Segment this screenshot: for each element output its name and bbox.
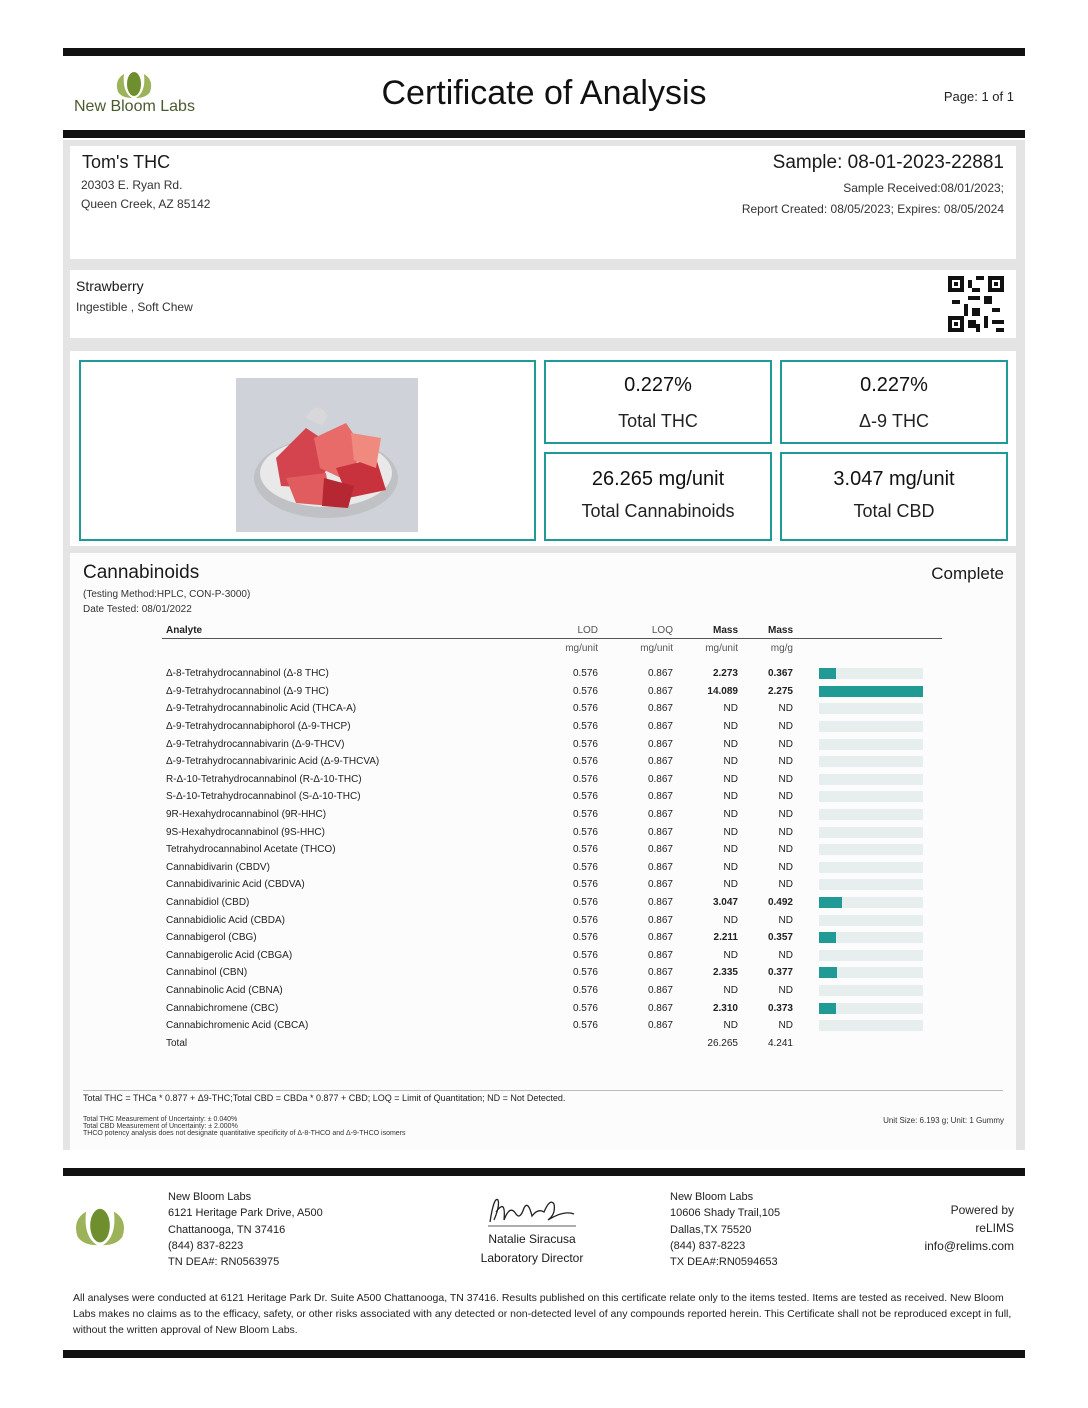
lod-value: 0.576 [572,826,598,838]
table-row [162,788,942,806]
disclaimer: All analyses were conducted at 6121 Heritage Park Dr. Suite A500 Chattanooga, TN 37416. Results published on this certificate relate only to the items tested. Items are tested as received. New Bloom Labs makes no claims as to the efficacy, safety, or other risks associated with any detected or non-detected level of any compounds reported herein. This Certificate shall not be reproduced except in full, without the written approval of New Bloom Labs. [73,1292,1012,1336]
analyte-name: Δ-9-Tetrahydrocannabivarin (Δ-9-THCV) [166,738,345,750]
qr-code-icon [948,276,1004,332]
result-bar [819,668,923,679]
loq-value: 0.867 [647,756,673,768]
mass-g-value: ND [778,791,793,803]
mass-g-value: ND [778,1020,793,1032]
result-bar [819,862,923,873]
result-bar [819,721,923,732]
calculation-note: Total THC = THCa * 0.877 + Δ9-THC;Total CBD = CBDa * 0.877 + CBD; LOQ = Limit of Quantitation; ND = Not Detected. [83,1093,566,1103]
result-bar-fill [819,1003,836,1014]
lod-value: 0.576 [572,756,598,768]
powered-by-email[interactable]: info@relims.com [924,1239,1014,1253]
mass-value: ND [723,703,738,715]
result-bar-cell [797,665,942,683]
mass-value: ND [723,984,738,996]
lab-tn-name: New Bloom Labs [168,1191,252,1203]
result-bar [819,791,923,802]
client-address-2: Queen Creek, AZ 85142 [81,197,211,211]
unit-size: Unit Size: 6.193 g; Unit: 1 Gummy [883,1116,1004,1125]
analyte-name: 9S-Hexahydrocannabinol (9S-HHC) [166,826,325,838]
mass-value: 2.273 [712,668,738,680]
mass-value: ND [723,914,738,926]
analyte-name: R-Δ-10-Tetrahydrocannabinol (R-Δ-10-THC) [166,773,362,785]
result-bar-cell [797,999,942,1017]
lod-value: 0.576 [572,703,598,715]
analyte-name: Tetrahydrocannabinol Acetate (THCO) [166,844,336,856]
mass-g-value: 0.373 [767,1002,793,1014]
lod-value: 0.576 [572,949,598,961]
result-bar-cell [797,982,942,1000]
footer-logo-icon [72,1205,128,1249]
result-bar-cell [797,964,942,982]
result-bar-cell [797,700,942,718]
col-mass: Mass [677,622,742,639]
mass-g-value: ND [778,721,793,733]
d9-thc-label: Δ-9 THC [858,411,930,431]
table-row [162,947,942,965]
lod-value: 0.576 [572,721,598,733]
table-row [162,806,942,824]
mass-value: ND [723,756,738,768]
lab-tn-city: Chattanooga, TN 37416 [168,1223,286,1236]
lab-address-tx [670,1189,780,1270]
lod-value: 0.576 [572,1002,598,1014]
analyte-name: S-Δ-10-Tetrahydrocannabinol (S-Δ-10-THC) [166,791,361,803]
total-cannabinoids-label: Total Cannabinoids [581,501,735,521]
table-row [162,982,942,1000]
lod-value: 0.576 [572,773,598,785]
result-bar [819,1003,923,1014]
result-bar-cell [797,683,942,701]
result-bar-fill [819,967,837,978]
loq-value: 0.867 [647,967,673,979]
logo-text: New Bloom Labs [74,98,195,115]
result-bar [819,985,923,996]
mass-g-value: 0.367 [767,668,793,680]
mass-g-value: ND [778,826,793,838]
lod-value: 0.576 [572,1020,598,1032]
analyte-name: Cannabichromene (CBC) [166,1002,279,1014]
col-lod: LOD [542,622,602,639]
page-title: Certificate of Analysis [381,74,707,112]
col-bar [797,622,942,639]
result-bar [819,844,923,855]
total-mass-g: 4.241 [767,1037,793,1049]
result-bar [819,879,923,890]
powered-by-brand: reLIMS [975,1221,1014,1235]
loq-value: 0.867 [647,844,673,856]
date-tested: Date Tested: 08/01/2022 [83,604,192,615]
d9-thc-value: 0.227% [860,374,928,396]
lod-value: 0.576 [572,879,598,891]
mass-g-value: ND [778,756,793,768]
result-bar [819,827,923,838]
lab-address-tn [168,1189,323,1270]
total-row [162,1034,942,1052]
summary-card-total-cbd [780,452,1008,541]
mass-g-value: 2.275 [767,685,793,697]
loq-value: 0.867 [647,949,673,961]
summary-card-d9-thc [780,360,1008,444]
powered-by [924,1201,1014,1255]
loq-value: 0.867 [647,1002,673,1014]
lod-value: 0.576 [572,844,598,856]
analyte-name: Δ-8-Tetrahydrocannabinol (Δ-8 THC) [166,668,329,680]
result-bar-cell [797,806,942,824]
client-address-1: 20303 E. Ryan Rd. [81,178,183,192]
loq-value: 0.867 [647,721,673,733]
lod-value: 0.576 [572,809,598,821]
result-bar-cell [797,876,942,894]
result-bar [819,932,923,943]
mass-g-value: ND [778,984,793,996]
uncertainty-cbd: Total CBD Measurement of Uncertainty: ± 2.000% [83,1123,238,1130]
loq-value: 0.867 [647,826,673,838]
report-dates: Report Created: 08/05/2023; Expires: 08/05/2024 [741,202,1004,216]
table-row [162,683,942,701]
mass-value: 2.211 [713,932,738,944]
unit-loq: mg/unit [640,643,673,654]
loq-value: 0.867 [647,738,673,750]
table-row [162,735,942,753]
lab-tx-name: New Bloom Labs [670,1191,754,1203]
mass-g-value: ND [778,879,793,891]
client-panel [70,146,1016,259]
total-thc-value: 0.227% [624,374,692,396]
client-name: Tom's THC [82,152,171,172]
loq-value: 0.867 [647,685,673,697]
unit-lod: mg/unit [565,643,598,654]
loq-value: 0.867 [647,1020,673,1032]
analyte-name: Δ-9-Tetrahydrocannabiphorol (Δ-9-THCP) [166,721,351,733]
lab-tx-street: 10606 Shady Trail,105 [670,1207,781,1220]
result-bar-cell [797,823,942,841]
result-bar-cell [797,947,942,965]
table-row [162,964,942,982]
mass-value: ND [723,809,738,821]
loq-value: 0.867 [647,932,673,944]
analyte-name: Cannabidiolic Acid (CBDA) [166,914,285,926]
top-rule [63,48,1025,56]
results-table [162,622,942,1052]
footer-rule-bottom [63,1350,1025,1358]
result-bar-cell [797,1017,942,1035]
analyte-name: Cannabinolic Acid (CBNA) [166,984,283,996]
analysis-status: Complete [931,564,1004,583]
sample-id: Sample: 08-01-2023-22881 [772,152,1004,173]
mass-value: ND [723,791,738,803]
analyte-name: 9R-Hexahydrocannabinol (9R-HHC) [166,809,327,821]
mass-value: ND [723,1020,738,1032]
product-panel [70,270,1016,338]
uncertainty-thc: Total THC Measurement of Uncertainty: ± 0.040% [83,1116,238,1123]
analyte-name: Δ-9-Tetrahydrocannabivarinic Acid (Δ-9-THCVA) [166,756,380,768]
signer-title: Laboratory Director [480,1251,584,1265]
unit-mass: mg/unit [705,643,738,654]
result-bar [819,774,923,785]
lod-value: 0.576 [572,897,598,909]
signature [484,1190,580,1230]
table-row [162,753,942,771]
product-category: Ingestible , Soft Chew [76,300,193,314]
analyte-name: Cannabigerol (CBG) [166,932,257,944]
sample-received: Sample Received:08/01/2023; [843,181,1004,195]
table-row [162,771,942,789]
col-analyte: Analyte [162,622,542,639]
mass-value: ND [723,861,738,873]
loq-value: 0.867 [647,791,673,803]
total-label: Total [166,1037,188,1049]
mass-g-value: ND [778,949,793,961]
result-bar-cell [797,841,942,859]
section-title: Cannabinoids [83,562,200,583]
mass-value: 2.310 [712,1002,738,1014]
table-row [162,929,942,947]
table-row [162,911,942,929]
lod-value: 0.576 [572,738,598,750]
mass-g-value: 0.377 [767,967,793,979]
result-bar-cell [797,859,942,877]
table-row [162,876,942,894]
mass-g-value: ND [778,738,793,750]
result-bar-cell [797,771,942,789]
testing-method: (Testing Method:HPLC, CON-P-3000) [83,589,251,600]
mass-g-value: ND [778,703,793,715]
lod-value: 0.576 [572,861,598,873]
analyte-name: Cannabidiol (CBD) [166,897,250,909]
mass-g-value: ND [778,809,793,821]
lod-value: 0.576 [572,984,598,996]
table-row [162,859,942,877]
summary-card-total-cannabinoids [544,452,772,541]
result-bar [819,915,923,926]
mass-value: ND [723,721,738,733]
lab-tx-phone: (844) 837-8223 [670,1239,746,1252]
result-bar [819,967,923,978]
mass-value: ND [723,773,738,785]
table-row [162,894,942,912]
result-bar-fill [819,686,923,697]
result-bar-cell [797,929,942,947]
table-row [162,718,942,736]
mass-g-value: 0.492 [767,897,793,909]
loq-value: 0.867 [647,703,673,715]
result-bar [819,739,923,750]
analyte-name: Cannabidivarin (CBDV) [166,861,270,873]
lab-tx-dea: TX DEA#:RN0594653 [670,1256,778,1269]
mass-g-value: ND [778,914,793,926]
loq-value: 0.867 [647,984,673,996]
lod-value: 0.576 [572,932,598,944]
result-bar [819,703,923,714]
lod-value: 0.576 [572,668,598,680]
lab-tn-street: 6121 Heritage Park Drive, A500 [168,1207,323,1220]
result-bar [819,950,923,961]
result-bar [819,809,923,820]
mass-value: ND [723,844,738,856]
lab-tn-phone: (844) 837-8223 [168,1239,244,1252]
result-bar-cell [797,911,942,929]
product-photo-frame [79,360,536,541]
header-rule [63,130,1025,138]
loq-value: 0.867 [647,773,673,785]
analyte-name: Cannabidivarinic Acid (CBDVA) [166,879,305,891]
uncertainty-notes [83,1116,406,1137]
result-bar [819,897,923,908]
mass-g-value: 0.357 [767,932,793,944]
mass-value: 3.047 [712,897,738,909]
result-bar-cell [797,788,942,806]
mass-g-value: ND [778,861,793,873]
analyte-name: Δ-9-Tetrahydrocannabinolic Acid (THCA-A) [166,703,357,715]
table-row [162,1017,942,1035]
mass-value: ND [723,949,738,961]
result-bar-cell [797,894,942,912]
mass-value: 2.335 [712,967,738,979]
mass-g-value: ND [778,844,793,856]
thco-note: THCO potency analysis does not designate quantitative specificity of Δ-8-THCO and Δ-9-THCO isomers [83,1130,406,1137]
total-cbd-value: 3.047 mg/unit [833,468,955,490]
mass-g-value: ND [778,773,793,785]
table-row [162,999,942,1017]
total-mass: 26.265 [707,1037,738,1049]
loq-value: 0.867 [647,897,673,909]
signer-name: Natalie Siracusa [488,1232,576,1246]
loq-value: 0.867 [647,879,673,891]
result-bar [819,756,923,767]
result-bar-fill [819,897,842,908]
analyte-name: Cannabichromenic Acid (CBCA) [166,1020,309,1032]
page-number: Page: 1 of 1 [943,89,1014,104]
loq-value: 0.867 [647,861,673,873]
total-cbd-label: Total CBD [853,501,935,521]
mass-value: 14.089 [707,685,738,697]
result-bar [819,1020,923,1031]
col-loq: LOQ [602,622,677,639]
loq-value: 0.867 [647,914,673,926]
col-mass-g: Mass [742,622,797,639]
result-bar-fill [819,668,836,679]
lod-value: 0.576 [572,685,598,697]
mass-value: ND [723,826,738,838]
product-name: Strawberry [76,278,144,294]
total-thc-label: Total THC [618,411,698,431]
product-photo [236,378,418,532]
lab-tn-dea: TN DEA#: RN0563975 [168,1256,280,1269]
loq-value: 0.867 [647,809,673,821]
lod-value: 0.576 [572,914,598,926]
lod-value: 0.576 [572,967,598,979]
result-bar-fill [819,932,836,943]
table-row [162,700,942,718]
unit-mass-g: mg/g [770,643,793,654]
analyte-name: Δ-9-Tetrahydrocannabinol (Δ-9 THC) [166,685,329,697]
result-bar [819,686,923,697]
summary-card-total-thc [544,360,772,444]
total-cannabinoids-value: 26.265 mg/unit [591,468,725,490]
mass-value: ND [723,738,738,750]
analyte-name: Cannabigerolic Acid (CBGA) [166,949,293,961]
loq-value: 0.867 [647,668,673,680]
notes-divider [83,1090,1003,1091]
lod-value: 0.576 [572,791,598,803]
footer-rule-top [63,1168,1025,1176]
result-bar-cell [797,735,942,753]
powered-by-label: Powered by [950,1203,1014,1217]
result-bar-cell [797,753,942,771]
analyte-name: Cannabinol (CBN) [166,967,248,979]
table-row [162,665,942,683]
table-row [162,823,942,841]
mass-value: ND [723,879,738,891]
table-row [162,841,942,859]
result-bar-cell [797,718,942,736]
lab-tx-city: Dallas,TX 75520 [670,1223,752,1236]
